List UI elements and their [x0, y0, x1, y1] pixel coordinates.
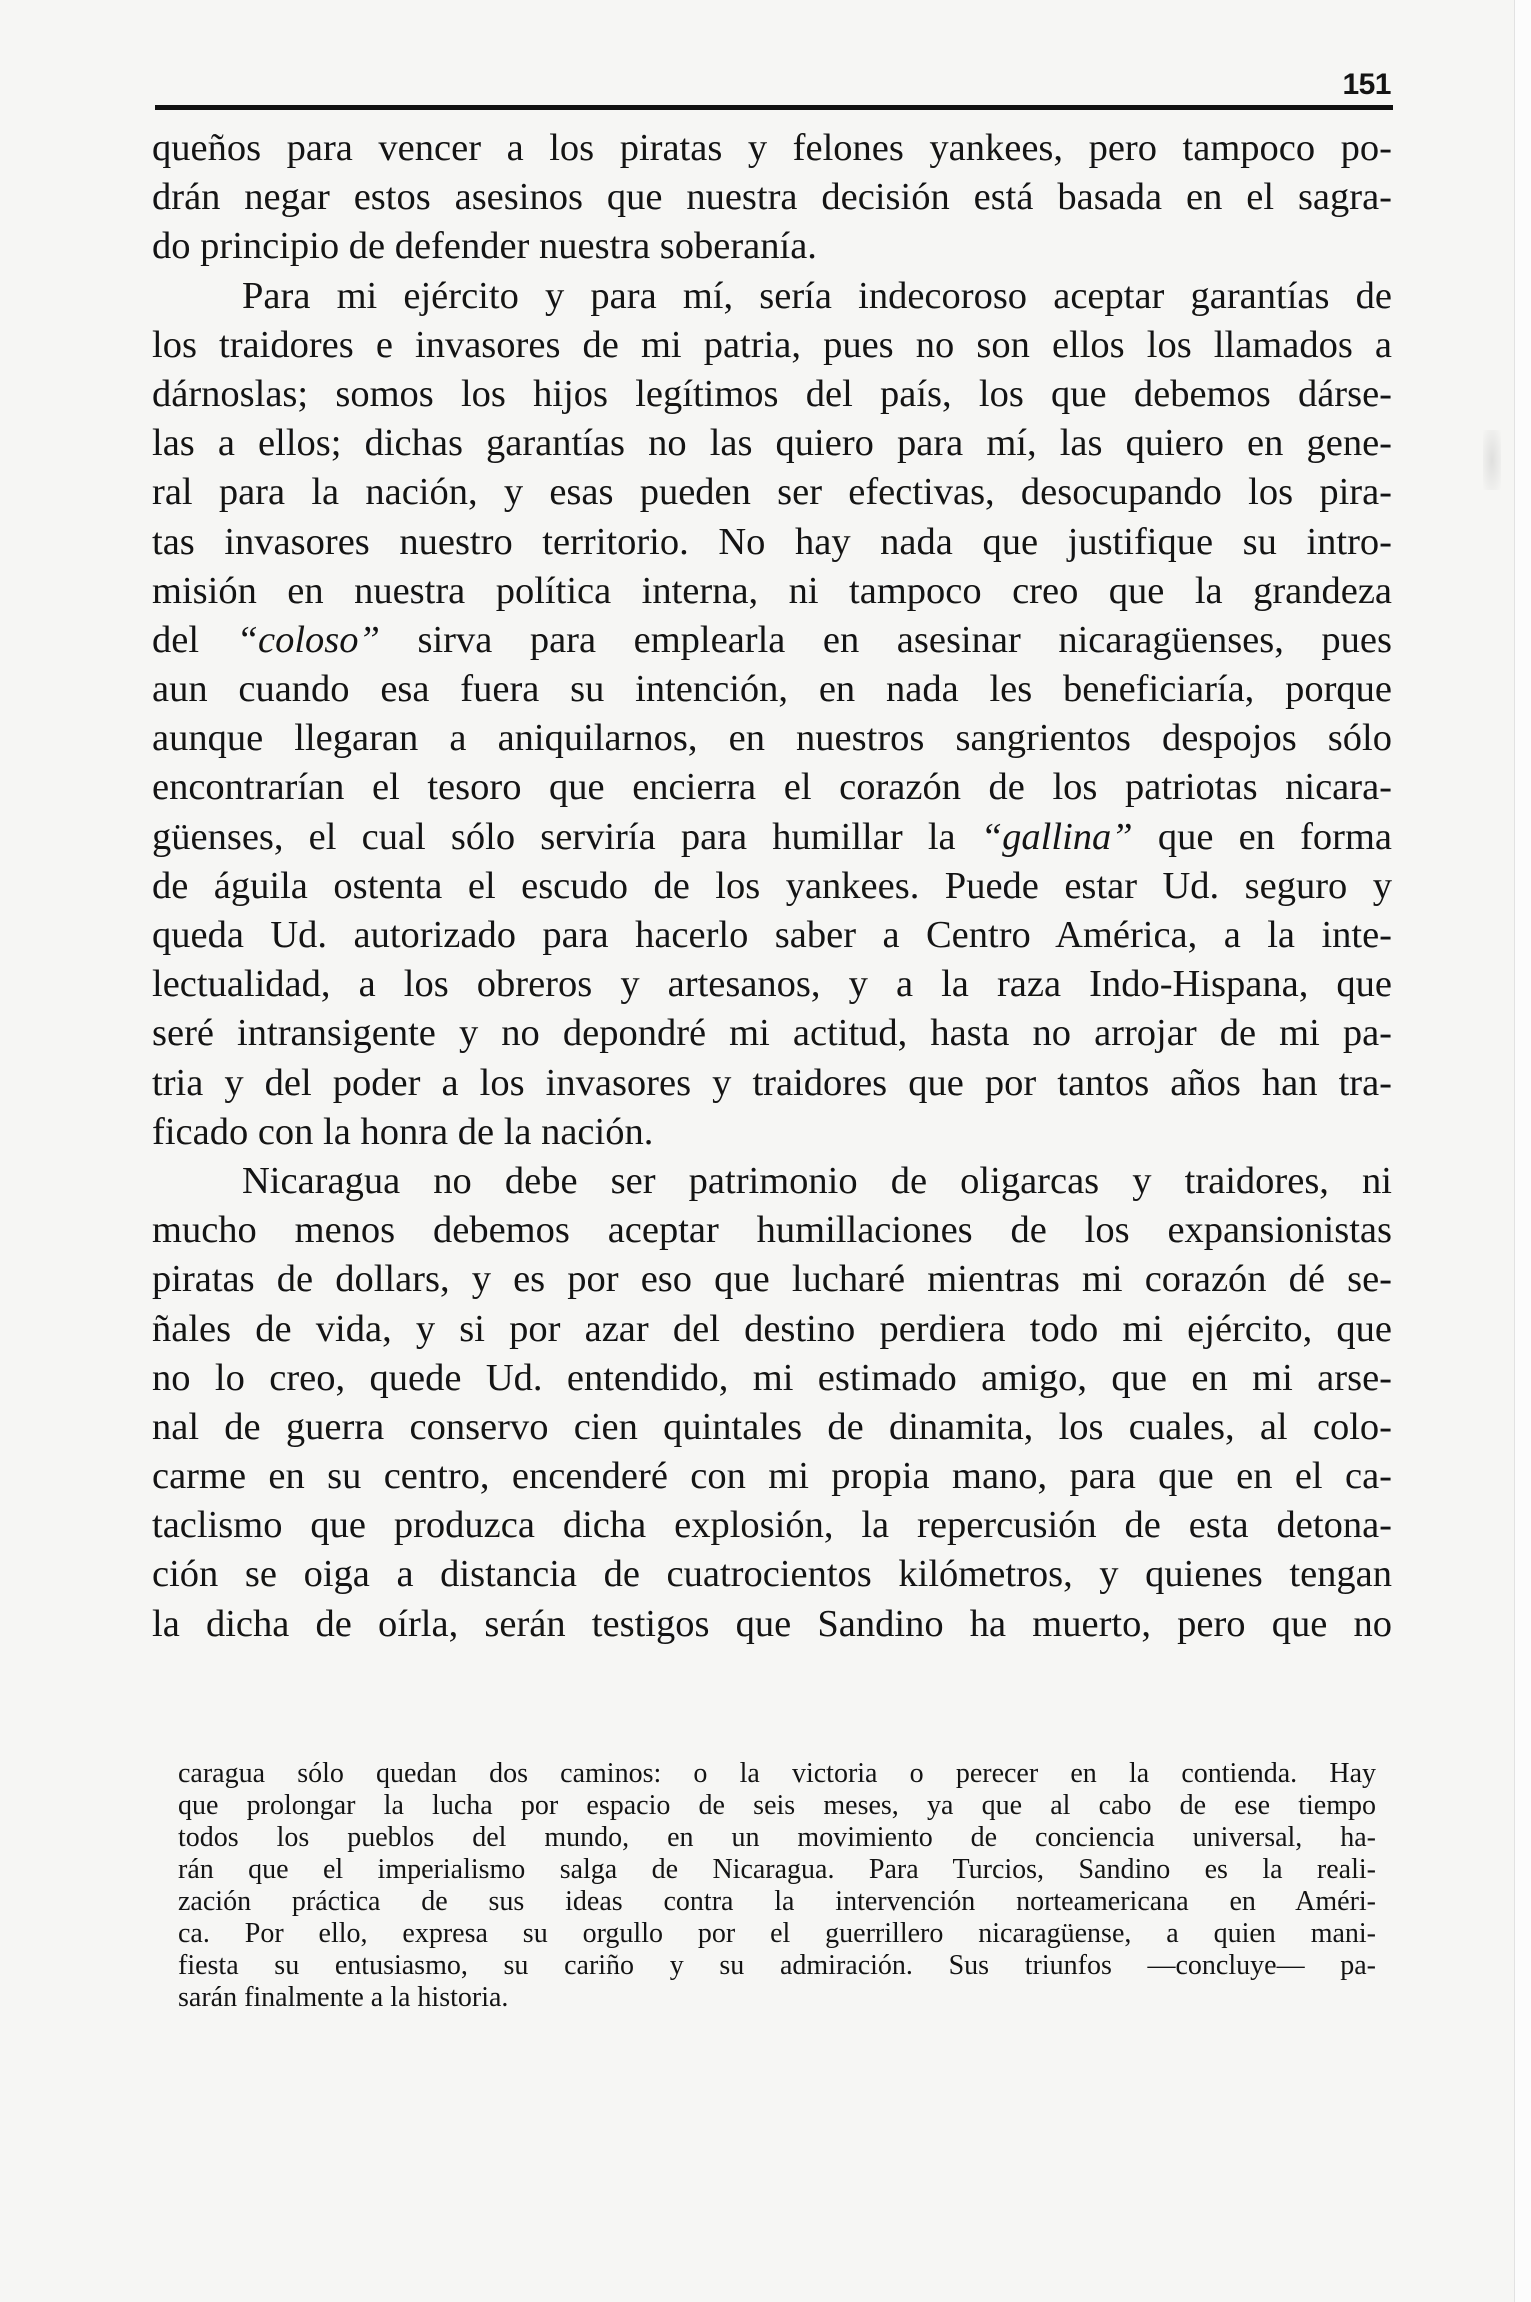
text-line: no lo creo, quede Ud. entendido, mi estimado amigo, que en mi arse-	[152, 1356, 1392, 1399]
text-line: ción se oiga a distancia de cuatrocientos kilómetros, y quienes tengan	[152, 1553, 1392, 1596]
text-line: queda Ud. autorizado para hacerlo saber a Centro América, a la inte-	[152, 914, 1392, 956]
text-line: encontrarían el tesoro que encierra el corazón de los patriotas nicara-	[152, 766, 1392, 809]
header-rule	[155, 105, 1393, 110]
text-line: mucho menos debemos aceptar humillaciones de los expansionistas	[152, 1209, 1392, 1252]
text-line: Para mi ejército y para mí, sería indecoroso aceptar garantías de	[242, 274, 1392, 317]
text-line: misión en nuestra política interna, ni tampoco creo que la grandeza	[152, 569, 1392, 612]
footnote-line: zación práctica de sus ideas contra la intervención norteamericana en Améri-	[178, 1886, 1376, 1917]
footnote-line: todos los pueblos del mundo, en un movimiento de conciencia universal, ha-	[178, 1822, 1376, 1853]
footnote-line: caragua sólo quedan dos caminos: o la victoria o perecer en la contienda. Hay	[178, 1758, 1376, 1789]
text-line: piratas de dollars, y es por eso que lucharé mientras mi corazón dé se-	[152, 1258, 1392, 1301]
text-line: dárnoslas; somos los hijos legítimos del país, los que debemos dárse-	[152, 372, 1392, 415]
text-line: carme en su centro, encenderé con mi propia mano, para que en el ca-	[152, 1455, 1392, 1498]
text-line: del “coloso” sirva para emplearla en asesinar nicaragüenses, pues	[152, 618, 1392, 661]
text-line: aunque llegaran a aniquilarnos, en nuestros sangrientos despojos sólo	[152, 717, 1392, 760]
text-line: lectualidad, a los obreros y artesanos, y a la raza Indo-Hispana, que	[152, 963, 1392, 1006]
text-line: las a ellos; dichas garantías no las quiero para mí, las quiero en gene-	[152, 422, 1392, 465]
paper-stain	[1483, 430, 1501, 490]
text-line: queños para vencer a los piratas y felones yankees, pero tampoco po-	[152, 127, 1392, 169]
footnote-line: ca. Por ello, expresa su orgullo por el guerrillero nicaragüense, a quien mani-	[178, 1918, 1376, 1949]
footnote-line: rán que el imperialismo salga de Nicaragua. Para Turcios, Sandino es la reali-	[178, 1854, 1376, 1885]
page-edge	[1514, 0, 1531, 2302]
text-line: nal de guerra conservo cien quintales de dinamita, los cuales, al colo-	[152, 1405, 1392, 1448]
text-line: ral para la nación, y esas pueden ser efectivas, desocupando los pira-	[152, 471, 1392, 514]
footnote-line: sarán finalmente a la historia.	[178, 1982, 509, 2013]
footnote-line: fiesta su entusiasmo, su cariño y su admiración. Sus triunfos —concluye— pa-	[178, 1950, 1376, 1981]
text-line: de águila ostenta el escudo de los yankees. Puede estar Ud. seguro y	[152, 864, 1392, 907]
quoted-term: “gallina”	[980, 815, 1133, 858]
text-line: ficado con la honra de la nación.	[152, 1110, 654, 1153]
text-line: Nicaragua no debe ser patrimonio de oligarcas y traidores, ni	[242, 1159, 1392, 1202]
text-line: seré intransigente y no depondré mi actitud, hasta no arrojar de mi pa-	[152, 1012, 1392, 1055]
text-line: la dicha de oírla, serán testigos que Sandino ha muerto, pero que no	[152, 1602, 1392, 1645]
text-line: taclismo que produzca dicha explosión, la repercusión de esta detona-	[152, 1504, 1392, 1547]
text-line: tas invasores nuestro territorio. No hay nada que justifique su intro-	[152, 520, 1392, 563]
page-number: 151	[1342, 68, 1391, 101]
text-line: ñales de vida, y si por azar del destino perdiera todo mi ejército, que	[152, 1307, 1392, 1350]
quoted-term: “coloso”	[236, 618, 380, 661]
text-line: güenses, el cual sólo serviría para humillar la “gallina” que en forma	[152, 815, 1393, 858]
footnote-line: que prolongar la lucha por espacio de seis meses, ya que al cabo de ese tiempo	[178, 1790, 1376, 1821]
footnote	[178, 1758, 1376, 2014]
text-line: aun cuando esa fuera su intención, en nada les beneficiaría, porque	[152, 668, 1392, 711]
text-line: do principio de defender nuestra soberanía.	[152, 225, 817, 268]
text-line: drán negar estos asesinos que nuestra decisión está basada en el sagra-	[152, 176, 1392, 219]
text-line: tria y del poder a los invasores y traidores que por tantos años han tra-	[152, 1061, 1392, 1104]
body-text	[152, 124, 1392, 1649]
text-line: los traidores e invasores de mi patria, pues no son ellos los llamados a	[152, 323, 1392, 366]
